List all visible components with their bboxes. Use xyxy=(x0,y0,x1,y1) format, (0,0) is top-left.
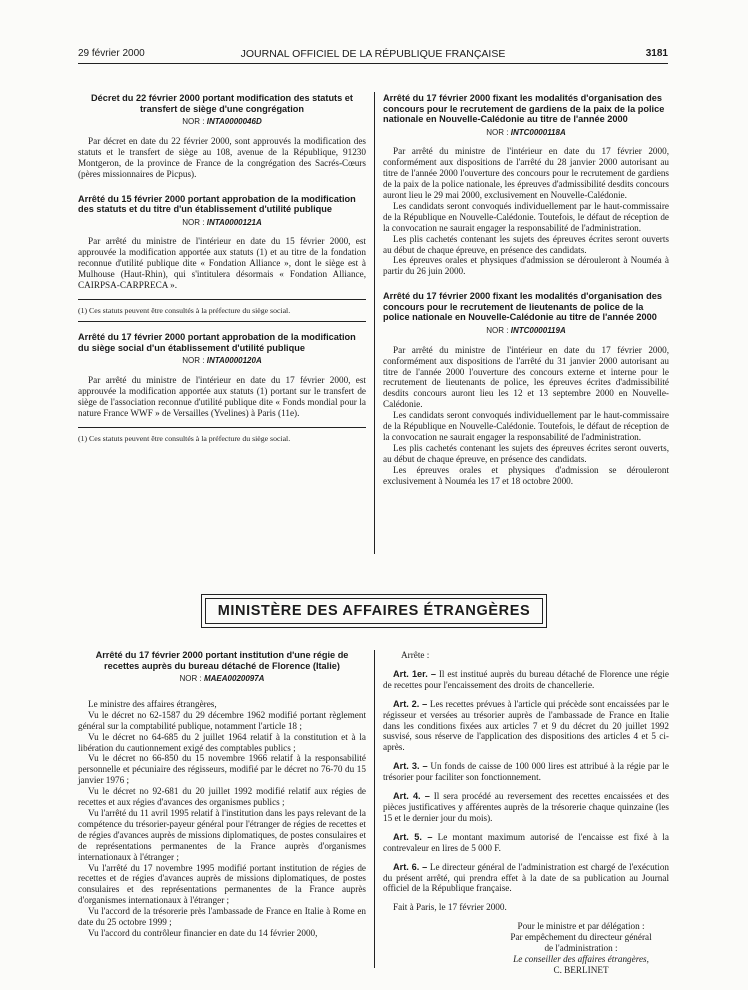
signature-line: Le conseiller des affaires étrangères, xyxy=(513,953,649,964)
visa-paragraph: Vu l'arrêté du 11 avril 1995 relatif à l'institution dans les pays relevant de la compétence du trésorier-payeur général pour l'étranger de régies de recettes et de régies d'avances auprès de missions diplomatiques, de postes consulaires et de représentations permanentes de la France auprès d'organismes internationaux à l'étranger ; xyxy=(78,807,366,862)
article xyxy=(383,699,669,754)
arrete-paragraph: Par arrêté du ministre de l'intérieur en date du 17 février 2000, conformément aux dispositions de l'arrêté du 28 janvier 2000 autorisant au titre de l'année 2000 l'ouverture des concours pour le recrutement de gardiens de la paix de la police nationale, les épreuves d'admissibilité desdits concours auront lieu le 29 mai 2000, exclusivement en Nouvelle-Calédonie. xyxy=(383,146,669,201)
footnote: (1) Ces statuts peuvent être consultés à la préfecture du siège social. xyxy=(78,434,291,443)
article xyxy=(383,761,669,783)
footnote: (1) Ces statuts peuvent être consultés à la préfecture du siège social. xyxy=(78,305,291,315)
nor-label: NOR : xyxy=(486,127,509,137)
article-text: Le montant maximum autorisé de l'encaisse est fixé à la contrevaleur en lires de 5 000 F. xyxy=(383,831,669,853)
nor-line xyxy=(78,218,366,229)
header-rule xyxy=(78,63,668,64)
article-number: Art. 2. – xyxy=(393,698,428,709)
arrete-paragraph: Par arrêté du ministre de l'intérieur en date du 17 février 2000, conformément aux dispositions de l'arrêté du 31 janvier 2000 autorisant au titre de l'année 2000 l'ouverture des concours externe et interne pour le recrutement de lieutenants de police, les épreuves écrites d'admissibilité desdits concours auront lieu les 12 et 13 septembre 2000 en Nouvelle-Calédonie. xyxy=(383,344,669,410)
nor-label: NOR : xyxy=(179,674,202,683)
article-number: Art. 6. – xyxy=(393,861,428,872)
section-rule xyxy=(78,321,366,322)
left-column-bottom xyxy=(78,650,366,939)
article xyxy=(383,832,669,854)
header-journal-title: JOURNAL OFFICIEL DE LA RÉPUBLIQUE FRANÇAISE xyxy=(240,48,506,60)
nor-line xyxy=(78,117,366,128)
signatory-name: C. BERLINET xyxy=(553,964,609,975)
decree-body: Par décret en date du 22 février 2000, sont approuvés la modification des statuts et le transfert de siège au 108, avenue de la République, 91230 Montgeron, de la province de France de la congrégation des Sacrés-Cœurs (pères missionnaires de Picpus). xyxy=(78,135,366,179)
nor-line xyxy=(78,356,366,367)
arrete-paragraph: Les candidats seront convoqués individuellement par le haut-commissaire de la République en Nouvelle-Calédonie. Toutefois, le défaut de réception de la convocation ne saurait engager la responsabilité de l'administration. xyxy=(383,410,669,442)
ministry-banner: MINISTÈRE DES AFFAIRES ÉTRANGÈRES xyxy=(205,598,543,624)
nor-line xyxy=(383,128,669,139)
article-number: Art. 4. – xyxy=(393,791,430,802)
arrete-title: Arrêté du 17 février 2000 portant approbation de la modification du siège social d'un établissement d'utilité publique xyxy=(78,332,356,353)
article xyxy=(383,791,669,824)
article-text: Un fonds de caisse de 100 000 lires est attribué à la régie par le trésorier pour faciliter son fonctionnement. xyxy=(383,761,669,783)
left-column-top xyxy=(78,93,366,444)
footnote-rule xyxy=(78,299,366,300)
nor-code: INTC0000118A xyxy=(510,127,566,137)
signature-line: Par empêchement du directeur général xyxy=(510,932,652,943)
visa-paragraph: Vu le décret no 64-685 du 2 juillet 1964 relatif à la constitution et à la libération du cautionnement exigé des comptables publics ; xyxy=(78,731,366,753)
article-number: Art. 5. – xyxy=(393,831,433,842)
arrete-title: Arrêté du 17 février 2000 portant institution d'une régie de recettes auprès du bureau détaché de Florence (Italie) xyxy=(95,650,349,671)
visa-paragraph: Vu l'accord du contrôleur financier en date du 14 février 2000, xyxy=(88,927,318,938)
article-number: Art. 3. – xyxy=(393,761,428,772)
article-text: Les recettes prévues à l'article qui précède sont encaissées par le régisseur et versées au trésorier auprès de l'ambassade de France en Italie dans les conditions fixées aux articles 7 et 9 du décret du 20 juillet 1992 susvisé, sous réserve de l'application des dispositions des articles 4 et 5 ci-après. xyxy=(383,698,669,753)
arrete-paragraph: Les plis cachetés contenant les sujets des épreuves écrites seront ouverts, au début de chaque épreuve, en présence des candidats. xyxy=(383,442,669,464)
article-text: Il sera procédé au reversement des recettes encaissées et des pièces justificatives y afférentes auprès de la trésorerie chaque quinzaine (les 15 et le dernier jour du mois). xyxy=(383,791,670,823)
arrete-paragraph: Les plis cachetés contenant les sujets des épreuves écrites seront ouverts au début de chaque épreuve, en présence des candidats. xyxy=(383,233,669,255)
page-header xyxy=(78,48,668,64)
decree-title: Décret du 22 février 2000 portant modification des statuts et transfert de siège d'une congrégation xyxy=(91,93,353,114)
visa-paragraph: Vu l'arrêté du 17 novembre 1995 modifié portant institution de régies de recettes et de régies d'avances auprès de missions diplomatiques, de postes consulaires et des représentations permanentes de la France auprès d'organismes internationaux à l'étranger ; xyxy=(78,862,366,906)
nor-code: INTA0000121A xyxy=(206,217,262,227)
article-text: Il est institué auprès du bureau détaché de Florence une régie de recettes pour l'encaissement des droits de chancellerie. xyxy=(383,668,669,690)
nor-label: NOR : xyxy=(182,356,205,366)
nor-code: INTA0000046D xyxy=(206,117,262,126)
arrete-body: Par arrêté du ministre de l'intérieur en date du 17 février 2000, est approuvée la modification apportée aux statuts (1) portant sur le transfert de siège de l'association reconnue d'utilité publique dite « Fonds mondial pour la nature France WWF » de Versailles (Yvelines) à Paris (11e). xyxy=(78,375,366,419)
arrete-title: Arrêté du 15 février 2000 portant approbation de la modification des statuts et du titre d'un établissement d'utilité publique xyxy=(78,193,356,215)
column-divider-top xyxy=(374,92,375,554)
arrete-heading: Arrête : xyxy=(401,650,430,660)
nor-code: INTC0000119A xyxy=(510,325,566,335)
right-column-bottom xyxy=(383,650,669,976)
article-text: Le directeur général de l'administration est chargé de l'exécution du présent arrêté, qui prendra effet à la date de sa publication au Journal officiel de la République française. xyxy=(383,861,670,894)
visa-paragraph: Vu le décret no 92-681 du 20 juillet 1992 modifié relatif aux régies de recettes et aux régies d'avances des organismes publics ; xyxy=(78,786,366,808)
nor-label: NOR : xyxy=(182,217,205,227)
arrete-title: Arrêté du 17 février 2000 fixant les modalités d'organisation des concours pour le recrutement de lieutenants de police de la police nationale en Nouvelle-Calédonie au titre de l'année 2000 xyxy=(383,291,662,323)
nor-label: NOR : xyxy=(486,325,509,335)
nor-line xyxy=(78,674,366,685)
arrete-paragraph: Les candidats seront convoqués individuellement par le haut-commissaire de la République en Nouvelle-Calédonie. Toutefois, le défaut de réception de la convocation ne saurait engager la responsabilité de l'administration. xyxy=(383,200,669,233)
visa-paragraph: Vu le décret no 62-1587 du 29 décembre 1962 modifié portant règlement général sur la comptabilité publique, notamment l'article 18 ; xyxy=(78,709,366,731)
signature-line: de l'administration : xyxy=(544,943,618,954)
arrete-body: Par arrêté du ministre de l'intérieur en date du 15 février 2000, est approuvée la modification apportée aux statuts (1) et au titre de la fondation reconnue d'utilité publique dite « Fondation Alliance », dont le siège est à Mulhouse (Haut-Rhin), qui s'intitulera désormais « Fondation Alliance, CAIRPSA-CARPRECA ». xyxy=(78,236,366,291)
footnote-rule xyxy=(78,427,366,428)
article xyxy=(383,669,669,691)
nor-line xyxy=(383,326,669,337)
nor-label: NOR : xyxy=(182,117,205,126)
visa-paragraph: Vu l'accord de la trésorerie près l'ambassade de France en Italie à Rome en date du 25 octobre 1999 ; xyxy=(78,906,366,928)
nor-code: INTA0000120A xyxy=(206,356,262,366)
visa-paragraph: Vu le décret no 66-850 du 15 novembre 1966 relatif à la responsabilité personnelle et pécuniaire des régisseurs, modifié par le décret no 76-70 du 15 janvier 1976 ; xyxy=(78,753,366,786)
arrete-title: Arrêté du 17 février 2000 fixant les modalités d'organisation des concours pour le recrutement de gardiens de la paix de la police nationale en Nouvelle-Calédonie au titre de l'année 2000 xyxy=(383,93,665,124)
article xyxy=(383,862,669,895)
done-at: Fait à Paris, le 17 février 2000. xyxy=(393,902,507,913)
signature-line: Pour le ministre et par délégation : xyxy=(517,921,645,932)
column-divider-bottom xyxy=(374,650,375,968)
right-column-top xyxy=(383,93,669,486)
article-number: Art. 1er. – xyxy=(393,668,437,679)
header-date: 29 février 2000 xyxy=(78,48,145,59)
arrete-paragraph: Les épreuves orales et physiques d'admission se dérouleront exclusivement à Nouméa les 17 et 18 octobre 2000. xyxy=(383,464,669,486)
visa-paragraph: Le ministre des affaires étrangères, xyxy=(88,698,217,709)
nor-code: MAEA0020097A xyxy=(203,674,265,683)
header-page-number: 3181 xyxy=(645,48,668,59)
arrete-paragraph: Les épreuves orales et physiques d'admission se dérouleront à Nouméa à partir du 26 juin 2000. xyxy=(383,255,669,277)
